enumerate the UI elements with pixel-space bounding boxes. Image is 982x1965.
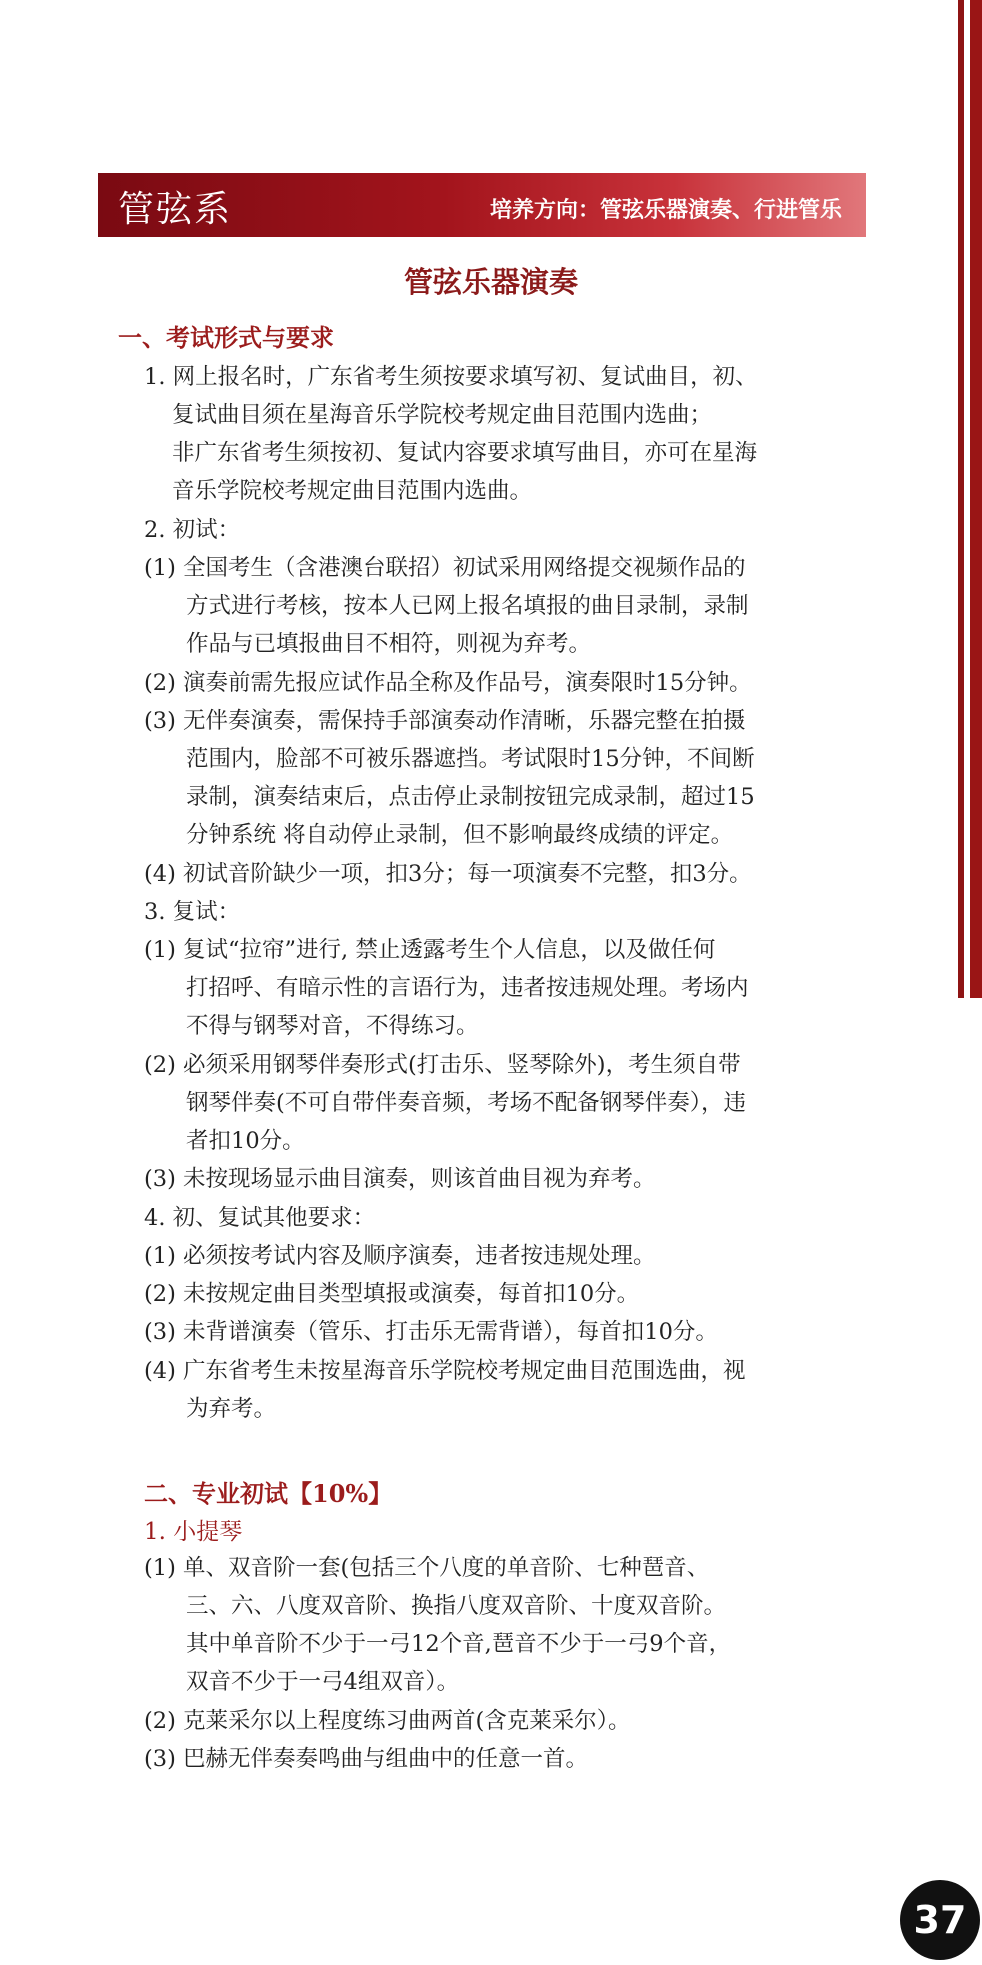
req-line: 为弃考。 xyxy=(186,1396,277,1422)
violin-line: (3) 巴赫无伴奏奏鸣曲与组曲中的任意一首。 xyxy=(144,1746,589,1772)
req-line: 范围内，脸部不可被乐器遮挡。考试限时15分钟，不间断 xyxy=(186,746,755,772)
req-line: 2. 初试： xyxy=(144,517,241,543)
department-banner xyxy=(98,173,866,237)
req-line: 音乐学院校考规定曲目范围内选曲。 xyxy=(172,478,533,504)
req-line: (2) 未按规定曲目类型填报或演奏，每首扣10分。 xyxy=(144,1281,640,1307)
req-line: (1) 复试“拉帘”进行, 禁止透露考生个人信息，以及做任何 xyxy=(144,937,716,963)
req-line: 4. 初、复试其他要求： xyxy=(144,1205,376,1231)
req-line: 钢琴伴奏(不可自带伴奏音频，考场不配备钢琴伴奏），违 xyxy=(186,1090,747,1116)
req-line: 不得与钢琴对音，不得练习。 xyxy=(186,1013,479,1039)
section-title: 管弦乐器演奏 xyxy=(403,265,578,299)
violin-line: 双音不少于一弓4组双音）。 xyxy=(186,1669,460,1695)
req-line: 复试曲目须在星海音乐学院校考规定曲目范围内选曲； xyxy=(172,402,713,428)
violin-line: 其中单音阶不少于一弓12个音,琶音不少于一弓9个音， xyxy=(186,1631,732,1657)
violin-line: 三、六、八度双音阶、换指八度双音阶、十度双音阶。 xyxy=(186,1593,727,1619)
req-line: (2) 演奏前需先报应试作品全称及作品号，演奏限时15分钟。 xyxy=(144,670,752,696)
req-line: (3) 未背谱演奏（管乐、打击乐无需背谱），每首扣10分。 xyxy=(144,1319,718,1345)
subheading-violin: 1. 小提琴 xyxy=(144,1519,243,1545)
req-line: (3) 未按现场显示曲目演奏，则该首曲目视为弃考。 xyxy=(144,1166,656,1192)
violin-line: (2) 克莱采尔以上程度练习曲两首(含克莱采尔）。 xyxy=(144,1708,631,1734)
side-decoration-bar-inner xyxy=(970,0,982,998)
page-number-badge: 37 xyxy=(900,1880,980,1960)
req-line: 分钟系统 将自动停止录制，但不影响最终成绩的评定。 xyxy=(186,822,734,848)
req-line: 1. 网上报名时，广东省考生须按要求填写初、复试曲目，初、 xyxy=(144,364,758,390)
req-line: (4) 初试音阶缺少一项，扣3分；每一项演奏不完整，扣3分。 xyxy=(144,861,752,887)
req-line: 作品与已填报曲目不相符，则视为弃考。 xyxy=(186,631,592,657)
training-direction: 培养方向：管弦乐器演奏、行进管乐 xyxy=(489,197,842,223)
req-line: (1) 全国考生（含港澳台联招）初试采用网络提交视频作品的 xyxy=(144,555,746,581)
req-line: (1) 必须按考试内容及顺序演奏，违者按违规处理。 xyxy=(144,1243,656,1269)
heading-prelim-exam: 二、专业初试【10%】 xyxy=(144,1479,393,1508)
req-line: 3. 复试： xyxy=(144,899,241,925)
req-line: 打招呼、有暗示性的言语行为，违者按违规处理。考场内 xyxy=(186,975,749,1001)
req-line: (4) 广东省考生未按星海音乐学院校考规定曲目范围选曲，视 xyxy=(144,1358,746,1384)
violin-line: (1) 单、双音阶一套(包括三个八度的单音阶、七种琶音、 xyxy=(144,1555,710,1581)
req-line: (3) 无伴奏演奏，需保持手部演奏动作清晰，乐器完整在拍摄 xyxy=(144,708,746,734)
req-line: 者扣10分。 xyxy=(186,1128,305,1154)
req-line: 方式进行考核，按本人已网上报名填报的曲目录制，录制 xyxy=(186,593,749,619)
req-line: (2) 必须采用钢琴伴奏形式(打击乐、竖琴除外)，考生须自带 xyxy=(144,1052,741,1078)
department-name: 管弦系 xyxy=(118,189,233,230)
heading-exam-format: 一、考试形式与要求 xyxy=(118,323,334,352)
req-line: 非广东省考生须按初、复试内容要求填写曲目，亦可在星海 xyxy=(172,440,758,466)
req-line: 录制，演奏结束后，点击停止录制按钮完成录制，超过15 xyxy=(186,784,755,810)
